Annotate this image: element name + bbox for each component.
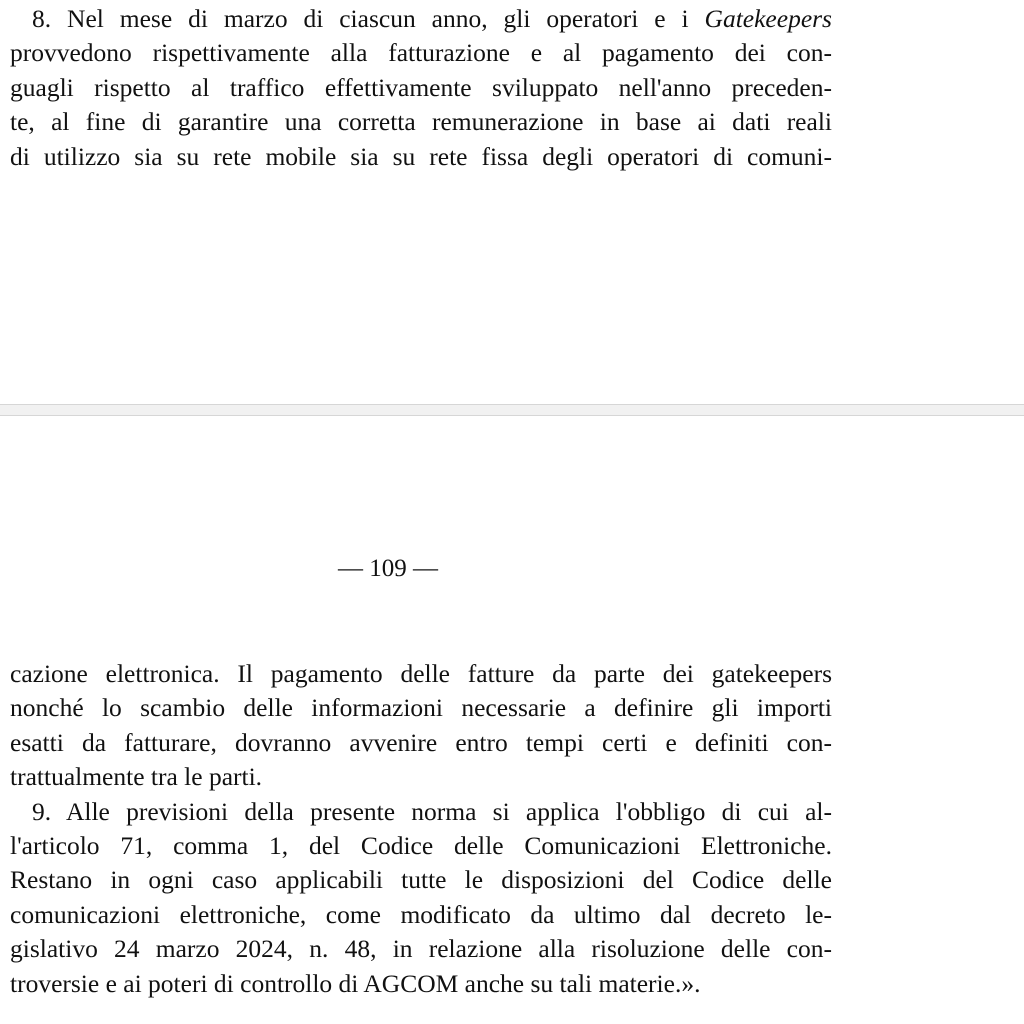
text-line: di utilizzo sia su rete mobile sia su rete fissa degli operatori di comuni- <box>10 141 832 171</box>
text-line: trattualmente tra le parti. <box>10 762 263 792</box>
text-segment: 8. Nel mese di marzo di ciascun anno, gli operatori e i <box>32 4 705 33</box>
text-line: guagli rispetto al traffico effettivamente sviluppato nell'anno preceden- <box>10 72 832 102</box>
page-separator <box>0 404 1024 416</box>
paragraph-continuation <box>10 657 832 1001</box>
text-line: nonché lo scambio delle informazioni necessarie a definire gli importi <box>10 693 832 723</box>
document-page-bottom <box>0 416 1024 1024</box>
document-page-top <box>0 0 1024 404</box>
text-line: cazione elettronica. Il pagamento delle fatture da parte dei gatekeepers <box>10 659 832 688</box>
paragraph-8 <box>10 2 832 174</box>
text-line: esatti da fatturare, dovranno avvenire entro tempi certi e definiti con- <box>10 727 832 757</box>
text-line: provvedono rispettivamente alla fatturazione e al pagamento dei con- <box>10 38 832 68</box>
text-line: Restano in ogni caso applicabili tutte le disposizioni del Codice delle <box>10 865 832 895</box>
text-line: l'articolo 71, comma 1, del Codice delle Comunicazioni Elettroniche. <box>10 831 832 861</box>
text-line: gislativo 24 marzo 2024, n. 48, in relazione alla risoluzione delle con- <box>10 934 832 964</box>
text-line: comunicazioni elettroniche, come modificato da ultimo dal decreto le- <box>10 899 832 929</box>
text-line <box>10 2 832 36</box>
text-line: troversie e ai poteri di controllo di AGCOM anche su tali materie.». <box>10 968 701 998</box>
text-line: te, al fine di garantire una corretta remunerazione in base ai dati reali <box>10 107 832 137</box>
italic-term: Gatekeepers <box>704 4 832 33</box>
page-number: — 109 — <box>338 555 438 582</box>
text-line: 9. Alle previsioni della presente norma si applica l'obbligo di cui al- <box>32 796 832 826</box>
